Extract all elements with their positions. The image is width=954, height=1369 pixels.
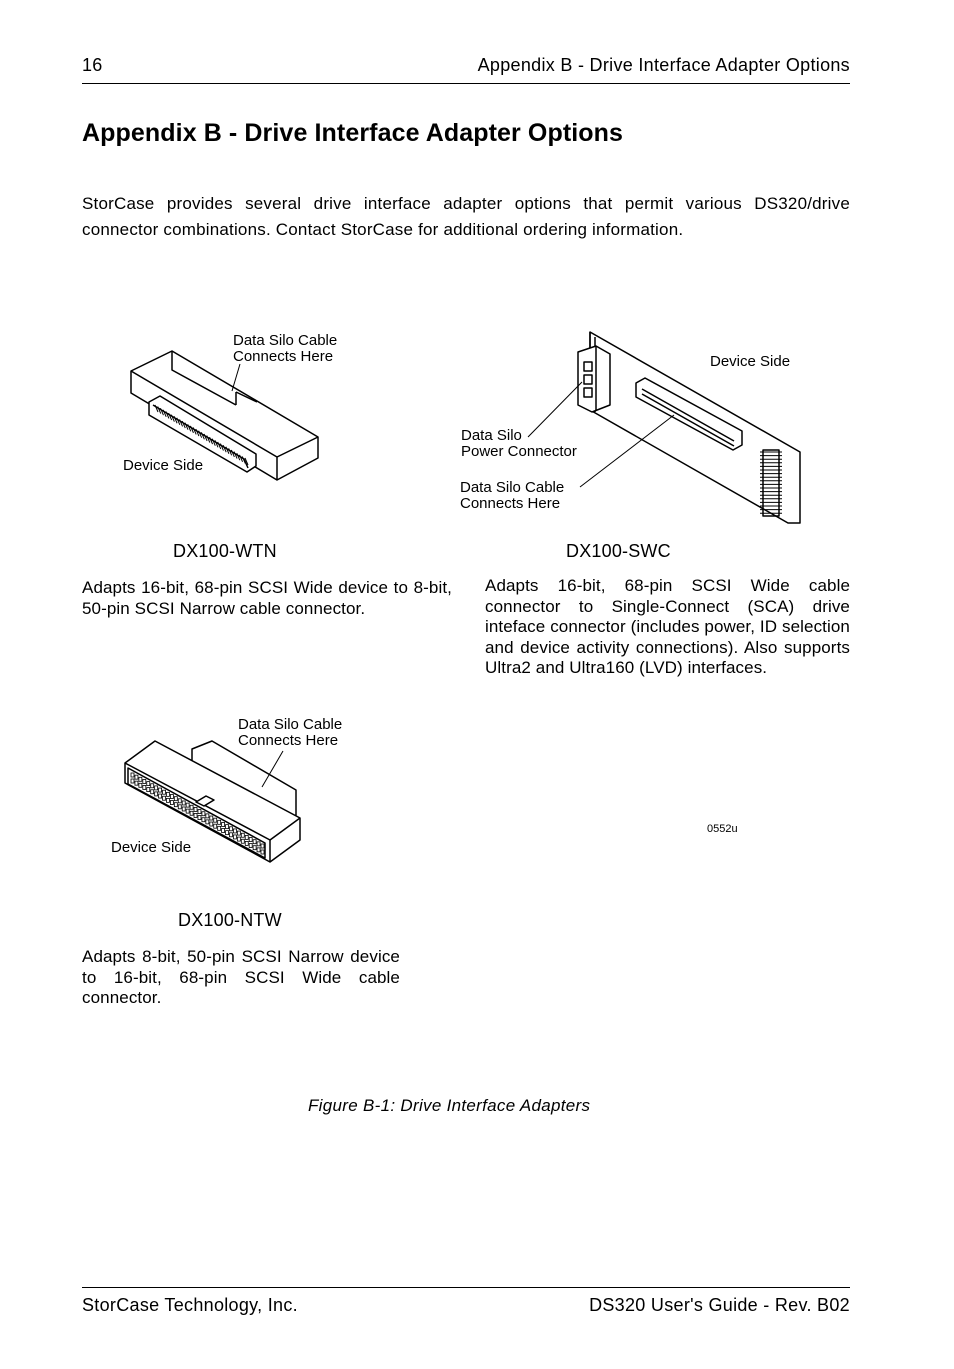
ntw-model-name: DX100-NTW (178, 910, 282, 930)
swc-model-name: DX100-SWC (566, 541, 671, 561)
ntw-description: Adapts 8-bit, 50-pin SCSI Narrow device to 16-bit, 68-pin SCSI Wide cable connector. (82, 947, 400, 1007)
ntw-device-label: Device Side (111, 839, 192, 856)
figure-code: 0552u (707, 823, 738, 835)
footer-doc-title: DS320 User's Guide - Rev. B02 (589, 1295, 850, 1315)
intro-paragraph: StorCase provides several drive interface adapter options that permit various DS320/drive connector combinations. Contact StorCase for additional ordering information. (82, 194, 850, 239)
wtn-device-label: Device Side (123, 457, 204, 474)
swc-device-label: Device Side (710, 353, 791, 370)
swc-description: Adapts 16-bit, 68-pin SCSI Wide cable connector to Single-Connect (SCA) drive inteface connector (includes power, ID selection and device activity connections). Also supports Ultra2 and Ultra160 (LVD) interfaces. (485, 576, 850, 677)
swc-power-label: Data Silo Power Connector (461, 427, 577, 460)
swc-cable-label: Data Silo Cable Connects Here (460, 479, 565, 512)
section-title: Appendix B - Drive Interface Adapter Options (82, 119, 624, 147)
footer-rule (82, 1287, 850, 1288)
page-number: 16 (82, 55, 103, 75)
wtn-cable-label: Data Silo Cable Connects Here (233, 332, 338, 365)
wtn-description: Adapts 16-bit, 68-pin SCSI Wide device to 8-bit, 50-pin SCSI Narrow cable connector. (82, 578, 452, 618)
figure-caption: Figure B-1: Drive Interface Adapters (308, 1096, 591, 1115)
ntw-cable-label: Data Silo Cable Connects Here (238, 716, 343, 749)
running-title: Appendix B - Drive Interface Adapter Options (477, 55, 850, 75)
footer-company: StorCase Technology, Inc. (82, 1295, 298, 1315)
wtn-model-name: DX100-WTN (173, 541, 277, 561)
